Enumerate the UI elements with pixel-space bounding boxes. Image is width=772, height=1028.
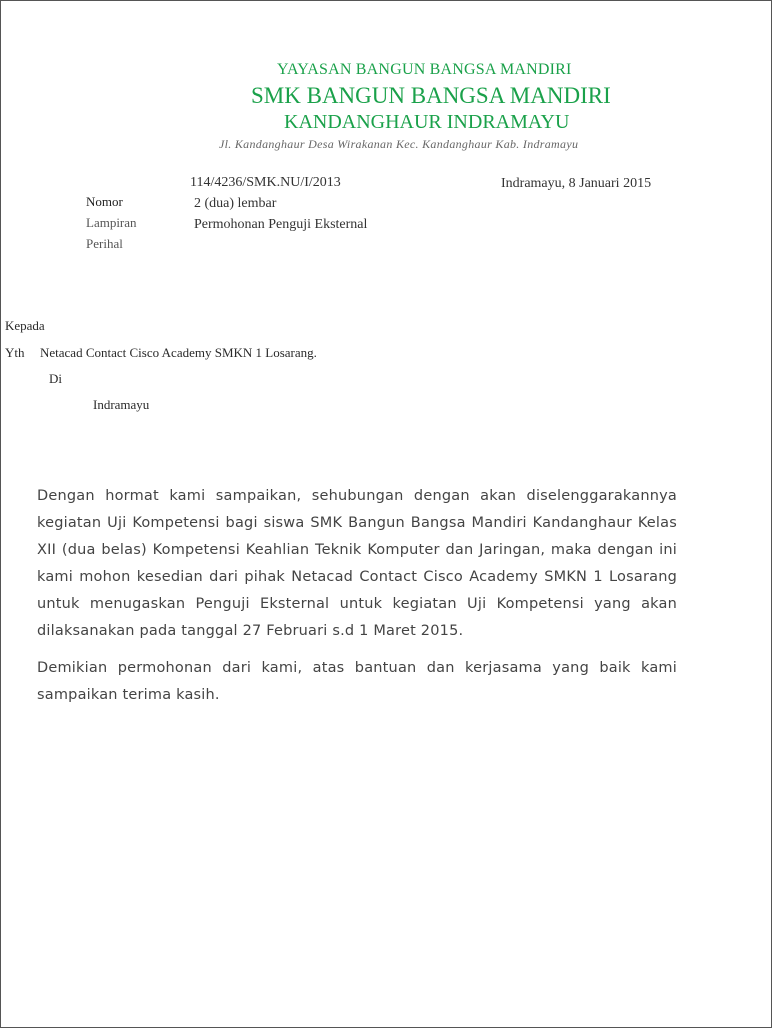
subject-label: Perihal xyxy=(86,236,123,251)
recipient-yth: Yth xyxy=(5,345,25,360)
foundation-name: YAYASAN BANGUN BANGSA MANDIRI xyxy=(277,61,572,78)
recipient-city: Indramayu xyxy=(93,397,150,412)
attachment-label: Lampiran xyxy=(86,215,137,230)
letter-date: Indramayu, 8 Januari 2015 xyxy=(501,176,652,191)
school-name: SMK BANGUN BANGSA MANDIRI xyxy=(251,83,611,108)
body-paragraph-1: Dengan hormat kami sampaikan, sehubungan dengan akan diselenggarakannya kegiatan Uji Kompetensi bagi siswa SMK Bangun Bangsa Mandiri Kandanghaur Kelas XII (dua belas) Kompetensi Keahlian Teknik Komputer dan Jaringan, maka dengan ini kami mohon kesedian dari pihak Netacad Contact Cisco Academy SMKN 1 Losarang untuk menugaskan Penguji Eksternal untuk kegiatan Uji Kompetensi yang akan dilaksanakan pada tanggal 27 Februari s.d 1 Maret 2015. xyxy=(37,488,677,639)
attachment-value: 2 (dua) lembar xyxy=(194,196,277,211)
number-label: Nomor xyxy=(86,194,123,209)
recipient-name: Netacad Contact Cisco Academy SMKN 1 Losarang. xyxy=(40,345,317,360)
subject-value: Permohonan Penguji Eksternal xyxy=(194,217,368,232)
school-address: Jl. Kandanghaur Desa Wirakanan Kec. Kandanghaur Kab. Indramayu xyxy=(219,137,579,151)
school-region: KANDANGHAUR INDRAMAYU xyxy=(284,111,570,133)
body-paragraph-2: Demikian permohonan dari kami, atas bantuan dan kerjasama yang baik kami sampaikan terima kasih. xyxy=(37,660,677,703)
letter-number-value: 114/4236/SMK.NU/I/2013 xyxy=(190,175,341,190)
recipient-to: Kepada xyxy=(5,318,45,333)
recipient-di: Di xyxy=(49,371,62,386)
